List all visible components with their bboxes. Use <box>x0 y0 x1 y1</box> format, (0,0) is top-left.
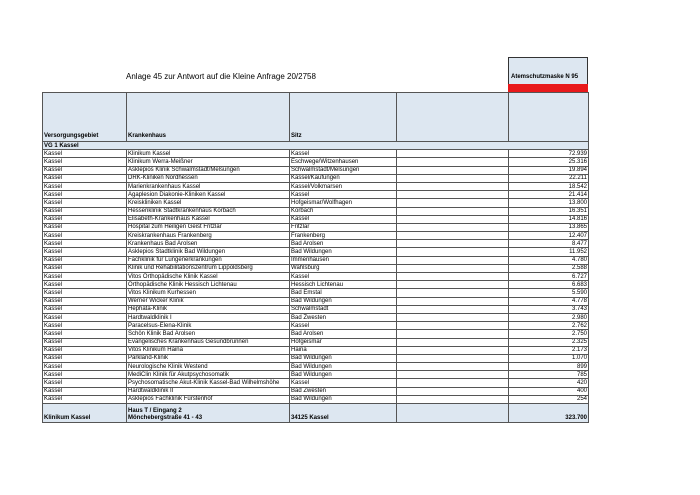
cell-sitz: Bad Wildungen <box>290 248 397 256</box>
cell-sitz: Eschwege/Witzenhausen <box>290 158 397 166</box>
cell-sitz: Kassel/Volkmarsen <box>290 182 397 190</box>
cell-empty <box>397 313 509 321</box>
cell-versorgungsgebiet: Kassel <box>43 207 127 215</box>
table-header-row <box>43 93 589 142</box>
cell-versorgungsgebiet: Kassel <box>43 346 127 354</box>
header-versorgungsgebiet: Versorgungsgebiet <box>43 93 127 142</box>
table-row <box>43 264 589 272</box>
total-area: Klinikum Kassel <box>43 404 127 423</box>
cell-krankenhaus: Marienkrankenhaus Kassel <box>127 182 290 190</box>
table-row <box>43 199 589 207</box>
cell-versorgungsgebiet: Kassel <box>43 313 127 321</box>
cell-krankenhaus: Hephata-Klinik <box>127 305 290 313</box>
cell-krankenhaus: Kreiskliniken Kassel <box>127 199 290 207</box>
cell-sitz: Kassel <box>290 379 397 387</box>
cell-krankenhaus: Orthopädische Klinik Hessisch Lichtenau <box>127 281 290 289</box>
cell-mask-count: 25.316 <box>509 158 589 166</box>
cell-krankenhaus: Asklepios Klinik Schwalmstadt/Melsungen <box>127 166 290 174</box>
cell-krankenhaus: Asklepios Fachklinik Fürstenhof <box>127 395 290 403</box>
cell-mask-count: 18.542 <box>509 182 589 190</box>
cell-empty <box>397 158 509 166</box>
header-krankenhaus: Krankenhaus <box>127 93 290 142</box>
cell-empty <box>397 256 509 264</box>
table-row <box>43 322 589 330</box>
table-row <box>43 240 589 248</box>
table-row <box>43 395 589 403</box>
cell-empty <box>397 387 509 395</box>
cell-empty <box>397 322 509 330</box>
cell-mask-count: 899 <box>509 363 589 371</box>
cell-sitz: Frankenberg <box>290 232 397 240</box>
cell-sitz: Schwalmstadt <box>290 305 397 313</box>
cell-mask-count: 2.588 <box>509 264 589 272</box>
cell-mask-count: 12.407 <box>509 232 589 240</box>
cell-mask-count: 21.414 <box>509 191 589 199</box>
cell-versorgungsgebiet: Kassel <box>43 223 127 231</box>
cell-sitz: Bad Wildungen <box>290 371 397 379</box>
table-row <box>43 338 589 346</box>
cell-versorgungsgebiet: Kassel <box>43 371 127 379</box>
table-row <box>43 289 589 297</box>
table-row <box>43 363 589 371</box>
cell-krankenhaus: Parkland-Klinik <box>127 354 290 362</box>
table-row <box>43 305 589 313</box>
cell-mask-count: 2.750 <box>509 330 589 338</box>
total-address <box>127 404 290 423</box>
cell-versorgungsgebiet: Kassel <box>43 387 127 395</box>
cell-empty <box>397 182 509 190</box>
table-row <box>43 174 589 182</box>
total-city: 34125 Kassel <box>290 404 397 423</box>
cell-krankenhaus: Agaplesion Diakonie-Kliniken Kassel <box>127 191 290 199</box>
mask-column-header: Atemschutzmaske N 95 <box>508 57 588 85</box>
cell-sitz: Hessisch Lichtenau <box>290 281 397 289</box>
document-title: Anlage 45 zur Antwort auf die Kleine Anfrage 20/2758 <box>126 72 316 81</box>
cell-mask-count: 4.780 <box>509 256 589 264</box>
table-row <box>43 215 589 223</box>
cell-versorgungsgebiet: Kassel <box>43 379 127 387</box>
cell-versorgungsgebiet: Kassel <box>43 305 127 313</box>
total-address-line1: Haus T / Eingang 2 <box>128 408 182 414</box>
mask-color-bar <box>508 84 588 92</box>
cell-krankenhaus: Kreiskrankenhaus Frankenberg <box>127 232 290 240</box>
header-sitz: Sitz <box>290 93 397 142</box>
cell-mask-count: 13.800 <box>509 199 589 207</box>
table-row <box>43 223 589 231</box>
cell-mask-count: 420 <box>509 379 589 387</box>
cell-mask-count: 5.590 <box>509 289 589 297</box>
cell-sitz: Kassel <box>290 322 397 330</box>
cell-versorgungsgebiet: Kassel <box>43 297 127 305</box>
cell-versorgungsgebiet: Kassel <box>43 199 127 207</box>
cell-sitz: Fritzlar <box>290 223 397 231</box>
table-row <box>43 248 589 256</box>
cell-mask-count: 4.778 <box>509 297 589 305</box>
cell-versorgungsgebiet: Kassel <box>43 256 127 264</box>
cell-sitz: Bad Zwesten <box>290 387 397 395</box>
cell-empty <box>397 371 509 379</box>
cell-sitz: Schwalmstadt/Melsungen <box>290 166 397 174</box>
total-row <box>43 404 589 423</box>
cell-empty <box>397 281 509 289</box>
table-row <box>43 354 589 362</box>
cell-empty <box>397 330 509 338</box>
table-row <box>43 313 589 321</box>
header-mask <box>509 93 589 142</box>
cell-krankenhaus: Klinikum Werra-Meißner <box>127 158 290 166</box>
cell-krankenhaus: Neurologische Klinik Westend <box>127 363 290 371</box>
table-row <box>43 273 589 281</box>
table-row <box>43 256 589 264</box>
cell-krankenhaus: DRK-Kliniken Nordhessen <box>127 174 290 182</box>
cell-sitz: Haina <box>290 346 397 354</box>
cell-mask-count: 6.727 <box>509 273 589 281</box>
cell-krankenhaus: Klinikum Kassel <box>127 150 290 158</box>
cell-versorgungsgebiet: Kassel <box>43 215 127 223</box>
cell-empty <box>397 338 509 346</box>
cell-empty <box>397 248 509 256</box>
cell-empty <box>397 289 509 297</box>
cell-sitz: Kassel/Kaufungen <box>290 174 397 182</box>
table-row <box>43 387 589 395</box>
table-row <box>43 232 589 240</box>
cell-mask-count: 19.894 <box>509 166 589 174</box>
cell-mask-count: 2.762 <box>509 322 589 330</box>
cell-empty <box>397 240 509 248</box>
cell-versorgungsgebiet: Kassel <box>43 273 127 281</box>
cell-empty <box>397 150 509 158</box>
table-row <box>43 281 589 289</box>
table-row <box>43 182 589 190</box>
cell-krankenhaus: Psychosomatische Akut-Klinik Kassel-Bad Wilhelmshöhe <box>127 379 290 387</box>
cell-versorgungsgebiet: Kassel <box>43 322 127 330</box>
table-row <box>43 371 589 379</box>
cell-empty <box>397 191 509 199</box>
table-row <box>43 166 589 174</box>
cell-versorgungsgebiet: Kassel <box>43 191 127 199</box>
cell-empty <box>397 232 509 240</box>
cell-sitz: Hofgeismar/Wolfhagen <box>290 199 397 207</box>
cell-sitz: Hofgeismar <box>290 338 397 346</box>
cell-empty <box>397 297 509 305</box>
cell-empty <box>397 223 509 231</box>
cell-mask-count: 2.173 <box>509 346 589 354</box>
cell-sitz: Korbach <box>290 207 397 215</box>
cell-mask-count: 72.939 <box>509 150 589 158</box>
cell-versorgungsgebiet: Kassel <box>43 150 127 158</box>
cell-krankenhaus: Schön Klinik Bad Arolsen <box>127 330 290 338</box>
cell-krankenhaus: Asklepios Stadtklinik Bad Wildungen <box>127 248 290 256</box>
cell-mask-count: 8.477 <box>509 240 589 248</box>
cell-krankenhaus: Werner Wicker Klinik <box>127 297 290 305</box>
cell-empty <box>397 346 509 354</box>
table-row <box>43 330 589 338</box>
cell-krankenhaus: MediClin Klinik für Akutpsychosomatik <box>127 371 290 379</box>
cell-sitz: Bad Wildungen <box>290 363 397 371</box>
table-row <box>43 379 589 387</box>
cell-versorgungsgebiet: Kassel <box>43 289 127 297</box>
cell-sitz: Bad Arolsen <box>290 330 397 338</box>
cell-versorgungsgebiet: Kassel <box>43 264 127 272</box>
cell-mask-count: 2.980 <box>509 313 589 321</box>
cell-sitz: Kassel <box>290 191 397 199</box>
cell-krankenhaus: Hardtwaldklinik II <box>127 387 290 395</box>
cell-sitz: Wahlsburg <box>290 264 397 272</box>
cell-mask-count: 11.952 <box>509 248 589 256</box>
cell-empty <box>397 199 509 207</box>
cell-sitz: Immenhausen <box>290 256 397 264</box>
cell-versorgungsgebiet: Kassel <box>43 182 127 190</box>
cell-krankenhaus: Krankenhaus Bad Arolsen <box>127 240 290 248</box>
cell-empty <box>397 264 509 272</box>
cell-versorgungsgebiet: Kassel <box>43 240 127 248</box>
cell-mask-count: 16.351 <box>509 207 589 215</box>
cell-sitz: Bad Wildungen <box>290 354 397 362</box>
cell-empty <box>397 363 509 371</box>
cell-mask-count: 400 <box>509 387 589 395</box>
group-label: VG 1 Kassel <box>43 142 589 150</box>
cell-mask-count: 3.743 <box>509 305 589 313</box>
cell-versorgungsgebiet: Kassel <box>43 166 127 174</box>
allocation-table <box>42 92 589 423</box>
table-row <box>43 207 589 215</box>
table-row <box>43 191 589 199</box>
cell-krankenhaus: Vitos Klinikum Haina <box>127 346 290 354</box>
cell-krankenhaus: Hessenklinik Stadtkrankenhaus Korbach <box>127 207 290 215</box>
cell-krankenhaus: Evangelisches Krankenhaus Gesundbrunnen <box>127 338 290 346</box>
cell-versorgungsgebiet: Kassel <box>43 338 127 346</box>
table-row <box>43 150 589 158</box>
cell-versorgungsgebiet: Kassel <box>43 281 127 289</box>
cell-empty <box>397 166 509 174</box>
cell-empty <box>397 215 509 223</box>
table-row <box>43 158 589 166</box>
cell-mask-count: 22.211 <box>509 174 589 182</box>
cell-krankenhaus: Vitos Klinikum Kurhessen <box>127 289 290 297</box>
total-address-line2: Mönchebergstraße 41 - 43 <box>128 415 203 421</box>
cell-mask-count: 13.865 <box>509 223 589 231</box>
cell-empty <box>397 207 509 215</box>
cell-mask-count: 6.683 <box>509 281 589 289</box>
cell-versorgungsgebiet: Kassel <box>43 248 127 256</box>
cell-versorgungsgebiet: Kassel <box>43 174 127 182</box>
cell-empty <box>397 354 509 362</box>
cell-versorgungsgebiet: Kassel <box>43 232 127 240</box>
cell-krankenhaus: Paracelsus-Elena-Klinik <box>127 322 290 330</box>
cell-versorgungsgebiet: Kassel <box>43 330 127 338</box>
cell-krankenhaus: Klinik und Rehabilitationszentrum Lippoldsberg <box>127 264 290 272</box>
cell-mask-count: 1.070 <box>509 354 589 362</box>
cell-sitz: Bad Emstal <box>290 289 397 297</box>
cell-sitz: Bad Zwesten <box>290 313 397 321</box>
cell-empty <box>397 379 509 387</box>
cell-sitz: Kassel <box>290 215 397 223</box>
cell-krankenhaus: Vitos Orthopädische Klinik Kassel <box>127 273 290 281</box>
cell-mask-count: 2.325 <box>509 338 589 346</box>
cell-krankenhaus: Hardtwaldklinik I <box>127 313 290 321</box>
cell-sitz: Bad Arolsen <box>290 240 397 248</box>
header-empty <box>397 93 509 142</box>
cell-empty <box>397 273 509 281</box>
cell-mask-count: 14.816 <box>509 215 589 223</box>
table-row <box>43 346 589 354</box>
cell-sitz: Bad Wildungen <box>290 395 397 403</box>
group-row <box>43 142 589 150</box>
cell-versorgungsgebiet: Kassel <box>43 354 127 362</box>
cell-versorgungsgebiet: Kassel <box>43 395 127 403</box>
total-empty <box>397 404 509 423</box>
cell-versorgungsgebiet: Kassel <box>43 363 127 371</box>
total-value: 323.700 <box>509 404 589 423</box>
cell-sitz: Kassel <box>290 150 397 158</box>
cell-sitz: Kassel <box>290 273 397 281</box>
cell-krankenhaus: Hospital zum Heiligen Geist Fritzlar <box>127 223 290 231</box>
cell-mask-count: 785 <box>509 371 589 379</box>
table-row <box>43 297 589 305</box>
cell-mask-count: 254 <box>509 395 589 403</box>
cell-krankenhaus: Elisabeth-Krankenhaus Kassel <box>127 215 290 223</box>
cell-krankenhaus: Fachklinik für Lungenerkrankungen <box>127 256 290 264</box>
cell-empty <box>397 174 509 182</box>
cell-empty <box>397 395 509 403</box>
cell-sitz: Bad Wildungen <box>290 297 397 305</box>
cell-empty <box>397 305 509 313</box>
cell-versorgungsgebiet: Kassel <box>43 158 127 166</box>
